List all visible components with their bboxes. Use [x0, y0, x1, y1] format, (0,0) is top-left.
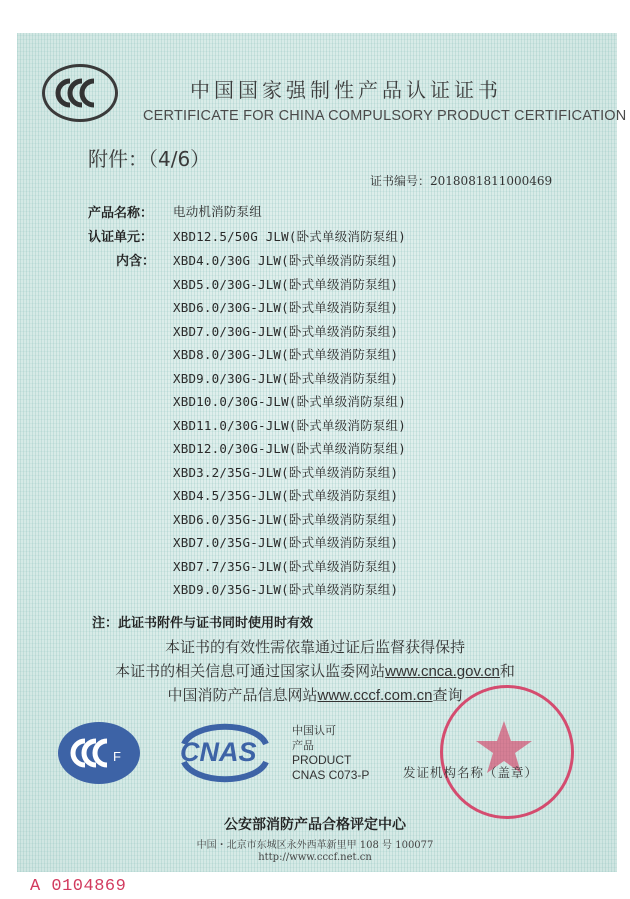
validity-line-2-suffix: 和	[499, 662, 515, 680]
cnas-line-3: PRODUCT	[292, 753, 352, 767]
cccf-link[interactable]: www.cccf.com.cn	[317, 687, 433, 704]
cccf-logo-icon	[58, 722, 140, 784]
attachment-page-indicator: 附件：（4/6）	[88, 147, 211, 171]
cnas-line-1: 中国认可	[292, 724, 336, 737]
validity-line-2	[0, 660, 630, 681]
contains-item: XBD11.0/30G-JLW(卧式单级消防泵组)	[173, 418, 406, 433]
svg-text:F: F	[113, 749, 121, 764]
validity-note: 注：此证书附件与证书同时使用时有效	[92, 616, 314, 631]
contains-item: XBD8.0/30G-JLW(卧式单级消防泵组)	[173, 347, 399, 362]
cnas-line-4: CNAS C073-P	[292, 768, 370, 782]
ccc-logo-icon	[42, 64, 118, 122]
contains-item: XBD6.0/35G-JLW(卧式单级消防泵组)	[173, 512, 399, 527]
contains-item: XBD6.0/30G-JLW(卧式单级消防泵组)	[173, 300, 399, 315]
cnca-link[interactable]: www.cnca.gov.cn	[385, 663, 500, 680]
validity-line-3-prefix: 中国消防产品信息网站	[167, 686, 318, 704]
contains-item: XBD9.0/35G-JLW(卧式单级消防泵组)	[173, 582, 399, 597]
organization-url[interactable]: http://www.cccf.net.cn	[258, 852, 372, 863]
seal-star-icon	[440, 685, 568, 813]
contains-item: XBD12.0/30G-JLW(卧式单级消防泵组)	[173, 441, 406, 456]
contains-item: XBD5.0/30G-JLW(卧式单级消防泵组)	[173, 277, 399, 292]
title-chinese: 中国国家强制性产品认证证书	[190, 78, 502, 102]
official-seal-stamp	[440, 685, 574, 819]
serial-number: A 0104869	[30, 877, 127, 896]
validity-line-1: 本证书的有效性需依靠通过证后监督获得保持	[164, 638, 465, 656]
contains-item: XBD7.0/30G-JLW(卧式单级消防泵组)	[173, 324, 399, 339]
product-name-label: 产品名称：	[88, 206, 154, 221]
cnas-logo-text: CNAS	[180, 737, 257, 767]
organization-address: 中国・北京市东城区永外西革新里甲 108 号 100077	[196, 840, 434, 851]
validity-line-2-prefix: 本证书的相关信息可通过国家认监委网站	[115, 662, 386, 680]
contains-item: XBD7.7/35G-JLW(卧式单级消防泵组)	[173, 559, 399, 574]
cnas-accreditation-info	[292, 723, 369, 783]
contains-item: XBD10.0/30G-JLW(卧式单级消防泵组)	[173, 394, 406, 409]
contains-item: XBD4.5/35G-JLW(卧式单级消防泵组)	[173, 488, 399, 503]
certificate-number	[370, 172, 552, 189]
cnas-logo-icon	[178, 722, 270, 784]
certification-unit-label: 认证单元：	[88, 230, 154, 245]
contains-item: XBD9.0/30G-JLW(卧式单级消防泵组)	[173, 371, 399, 386]
product-name-value: 电动机消防泵组	[173, 204, 262, 219]
title-english: CERTIFICATE FOR CHINA COMPULSORY PRODUCT CERTIFICATION	[143, 108, 627, 124]
contains-label: 内含：	[116, 254, 156, 269]
issuer-label: 发证机构名称（盖章）	[403, 765, 539, 780]
issuing-organization: 公安部消防产品合格评定中心	[224, 817, 406, 833]
certification-unit-value: XBD12.5/50G JLW(卧式单级消防泵组)	[173, 229, 406, 244]
certificate-number-label: 证书编号：	[370, 174, 431, 188]
validity-line-3-suffix: 查询	[432, 686, 463, 704]
contains-item: XBD3.2/35G-JLW(卧式单级消防泵组)	[173, 465, 399, 480]
contains-item: XBD4.0/30G JLW(卧式单级消防泵组)	[173, 253, 399, 268]
contains-item: XBD7.0/35G-JLW(卧式单级消防泵组)	[173, 535, 399, 550]
certificate-number-value: 2018081811000469	[430, 174, 553, 188]
cnas-line-2: 产品	[292, 739, 314, 752]
